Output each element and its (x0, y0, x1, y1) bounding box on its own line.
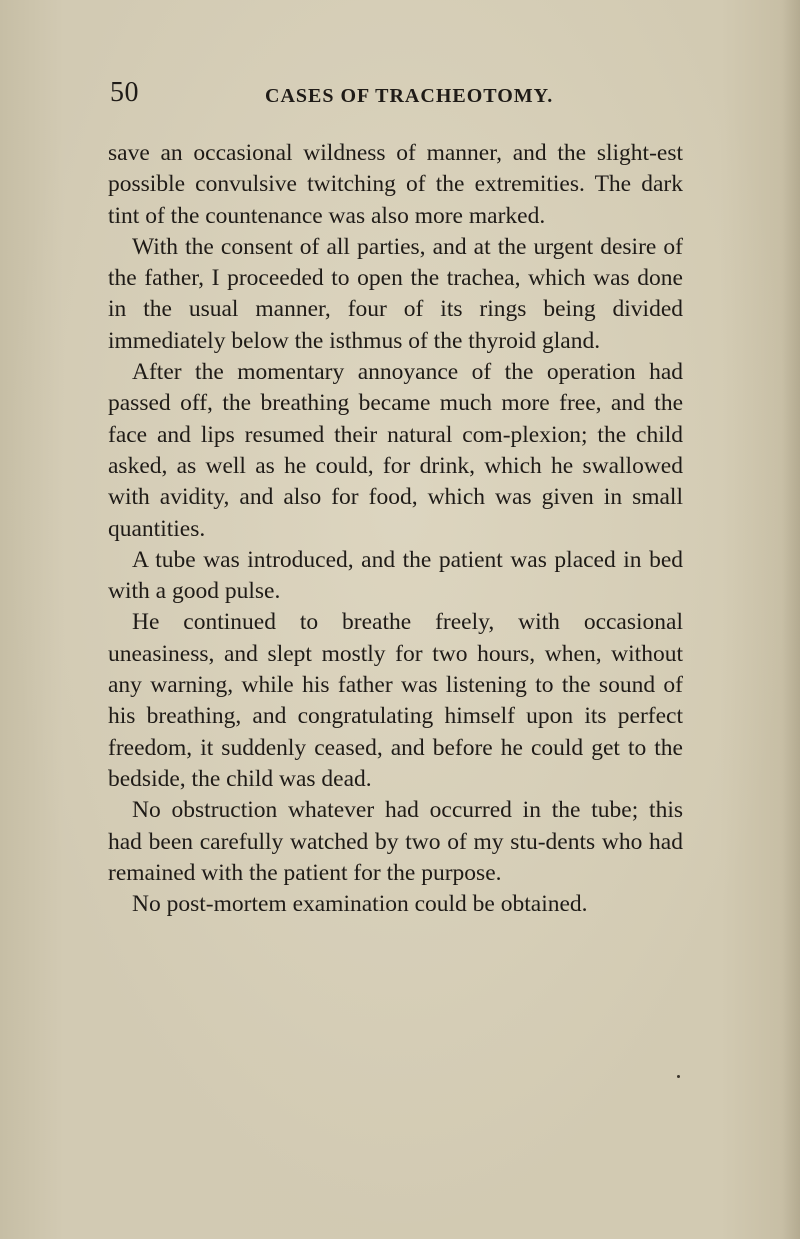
paragraph-after-operation: After the momentary annoyance of the operation had passed off, the breathing became much more free, and the face and lips resumed their natural com-plexion; the child asked, as well as he could, for drink, which he swallowed with avidity, and also for food, which was given in small quantities. (108, 359, 683, 542)
body-text (108, 138, 683, 920)
paragraph-continued: He continued to breathe freely, with occasional uneasiness, and slept mostly for two hours, when, without any warning, while his father was listening to the sound of his breathing, and congratulating himself upon its perfect freedom, it suddenly ceased, and before he could get to the bedside, the child was dead. (108, 609, 683, 792)
paragraph-no-obstruction: No obstruction whatever had occurred in the tube; this had been carefully watched by two of my stu-dents who had remained with the patient for the purpose. (108, 797, 683, 886)
paragraph-post-mortem: No post-mortem examination could be obtained. (132, 891, 588, 918)
page-number: 50 (110, 77, 139, 108)
paragraph-consent: With the consent of all parties, and at the urgent desire of the father, I proceeded to open the trachea, which was done in the usual manner, four of its rings being divided immediately below the isthmus of the thyroid gland. (108, 233, 683, 354)
page-header (0, 78, 800, 114)
page-edge-shadow (782, 0, 800, 1239)
paragraph-tube: A tube was introduced, and the patient was placed in bed with a good pulse. (108, 546, 683, 605)
ink-speck (677, 1075, 680, 1078)
paragraph-continuation: save an occasional wildness of manner, and the slight-est possible convulsive twitching of the extremities. The dark tint of the countenance was also more marked. (108, 140, 683, 229)
running-head: CASES OF TRACHEOTOMY. (265, 85, 554, 107)
